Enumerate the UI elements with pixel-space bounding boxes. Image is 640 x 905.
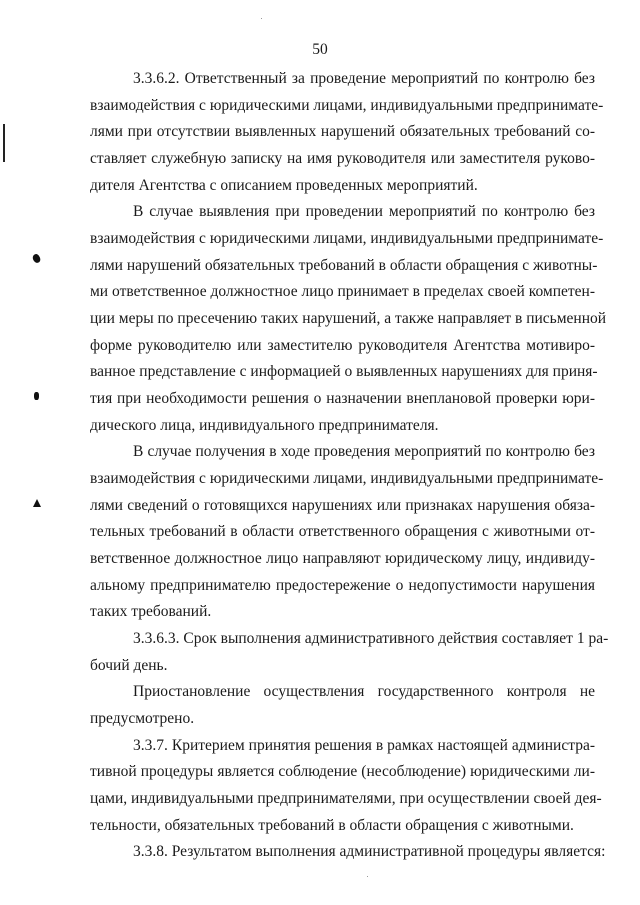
scan-speck xyxy=(367,876,368,877)
paragraph-3-3-6-2-line-1: 3.3.6.2. Ответственный за проведение мероприятий по контролю без xyxy=(133,70,595,87)
paragraph-3-3-7-line-2: тивной процедуры является соблюдение (несоблюдение) юридическими ли- xyxy=(90,763,595,780)
paragraph-3-3-7-line-3: цами, индивидуальными предпринимателями, при осуществлении своей дея- xyxy=(90,790,602,807)
paragraph-3-3-6-2-line-5: дителя Агентства с описанием проведенных мероприятий. xyxy=(90,177,478,194)
paragraph-warning-line-2: взаимодействия с юридическими лицами, индивидуальными предпринимате- xyxy=(90,470,604,487)
paragraph-violations-line-3: лями нарушений обязательных требований в области обращения с животны- xyxy=(90,257,598,274)
paragraph-3-3-8-line-1: 3.3.8. Результатом выполнения административной процедуры является: xyxy=(133,843,606,860)
paragraph-warning-line-7: таких требований. xyxy=(90,603,212,620)
paragraph-violations-line-2: взаимодействия с юридическими лицами, индивидуальными предпринимате- xyxy=(90,230,604,247)
paragraph-warning-line-5: ветственное должностное лицо направляют юридическому лицу, индивиду- xyxy=(90,550,595,567)
paragraph-3-3-7-line-4: тельности, обязательных требований в области обращения с животными. xyxy=(90,817,574,834)
scan-ink-mark xyxy=(32,253,42,264)
scan-speck xyxy=(261,18,262,19)
paragraph-violations-line-4: ми ответственное должностное лицо принимает в пределах своей компетен- xyxy=(90,283,595,300)
paragraph-violations-line-6: форме руководителю или заместителю руководителя Агентства мотивиро- xyxy=(90,337,595,354)
page-number: 50 xyxy=(312,41,328,58)
paragraph-violations-line-1: В случае выявления при проведении мероприятий по контролю без xyxy=(133,203,595,220)
paragraph-warning-line-3: лями сведений о готовящихся нарушениях или признаках нарушения обяза- xyxy=(90,497,595,514)
scan-ink-mark xyxy=(34,392,39,400)
paragraph-violations-line-7: ванное представление с информацией о выявленных нарушениях для приня- xyxy=(90,363,598,380)
paragraph-violations-line-8: тия при необходимости решения о назначении внеплановой проверки юри- xyxy=(90,390,595,407)
paragraph-3-3-6-3-line-1: 3.3.6.3. Срок выполнения административного действия составляет 1 ра- xyxy=(133,630,609,647)
paragraph-suspension-line-2: предусмотрено. xyxy=(90,710,195,727)
paragraph-3-3-6-2-line-3: лями при отсутствии выявленных нарушений обязательных требований со- xyxy=(90,123,595,140)
paragraph-warning-line-6: альному предпринимателю предостережение о недопустимости нарушения xyxy=(90,577,595,594)
scan-ink-mark xyxy=(33,499,41,507)
paragraph-violations-line-5: ции меры по пресечению таких нарушений, а также направляет в письменной xyxy=(90,310,607,327)
paragraph-violations-line-9: дического лица, индивидуального предпринимателя. xyxy=(90,417,439,434)
paragraph-3-3-7-line-1: 3.3.7. Критерием принятия решения в рамках настоящей администра- xyxy=(133,737,595,754)
paragraph-warning-line-4: тельных требований в области ответственного обращения с животными от- xyxy=(90,523,595,540)
paragraph-3-3-6-2-line-2: взаимодействия с юридическими лицами, индивидуальными предпринимате- xyxy=(90,97,604,114)
paragraph-3-3-6-2-line-4: ставляет служебную записку на имя руководителя или заместителя руково- xyxy=(90,150,595,167)
paragraph-suspension-line-1: Приостановление осуществления государственного контроля не xyxy=(133,683,595,700)
scan-margin-bar xyxy=(3,124,5,162)
paragraph-warning-line-1: В случае получения в ходе проведения мероприятий по контролю без xyxy=(133,443,595,460)
paragraph-3-3-6-3-line-2: бочий день. xyxy=(90,657,168,674)
